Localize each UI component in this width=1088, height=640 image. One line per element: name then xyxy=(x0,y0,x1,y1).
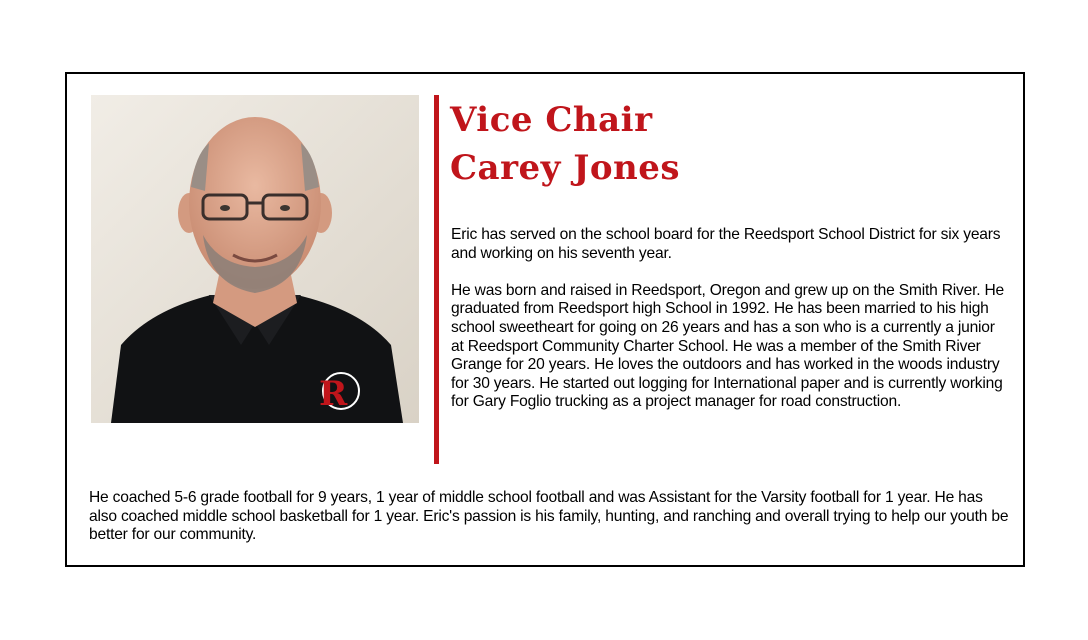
bio-text xyxy=(451,226,1007,431)
svg-text:R: R xyxy=(319,374,348,414)
profile-card xyxy=(65,72,1025,567)
coaching-paragraph: He coached 5-6 grade football for 9 years, 1 year of middle school football and was Assistant for the Varsity football for 1 year. He has also coached middle school basketball for 1 year. Eric's passion is his family, hunting, and ranching and overall trying to help our youth be better for our community. xyxy=(89,489,1009,544)
page-title xyxy=(450,96,680,192)
bio-paragraph-1: Eric has served on the school board for the Reedsport School District for six years and working on his seventh year. xyxy=(451,226,1001,262)
accent-divider xyxy=(434,95,439,464)
bio-paragraph-2: He was born and raised in Reedsport, Oregon and grew up on the Smith River. He graduated from Reedsport high School in 1992. He has been married to his high school sweetheart for going on 26 years and has a son who is a currently a junior at Reedsport Community Charter School. He was a member of the Smith River Grange for 20 years. He loves the outdoors and has worked in the woods industry for 30 years. He started out logging for International paper and is currently working for Gary Foglio trucking as a project manager for road construction. xyxy=(451,281,1005,411)
title-name: Carey Jones xyxy=(450,148,680,188)
portrait-photo xyxy=(91,95,419,423)
title-role: Vice Chair xyxy=(450,100,653,140)
